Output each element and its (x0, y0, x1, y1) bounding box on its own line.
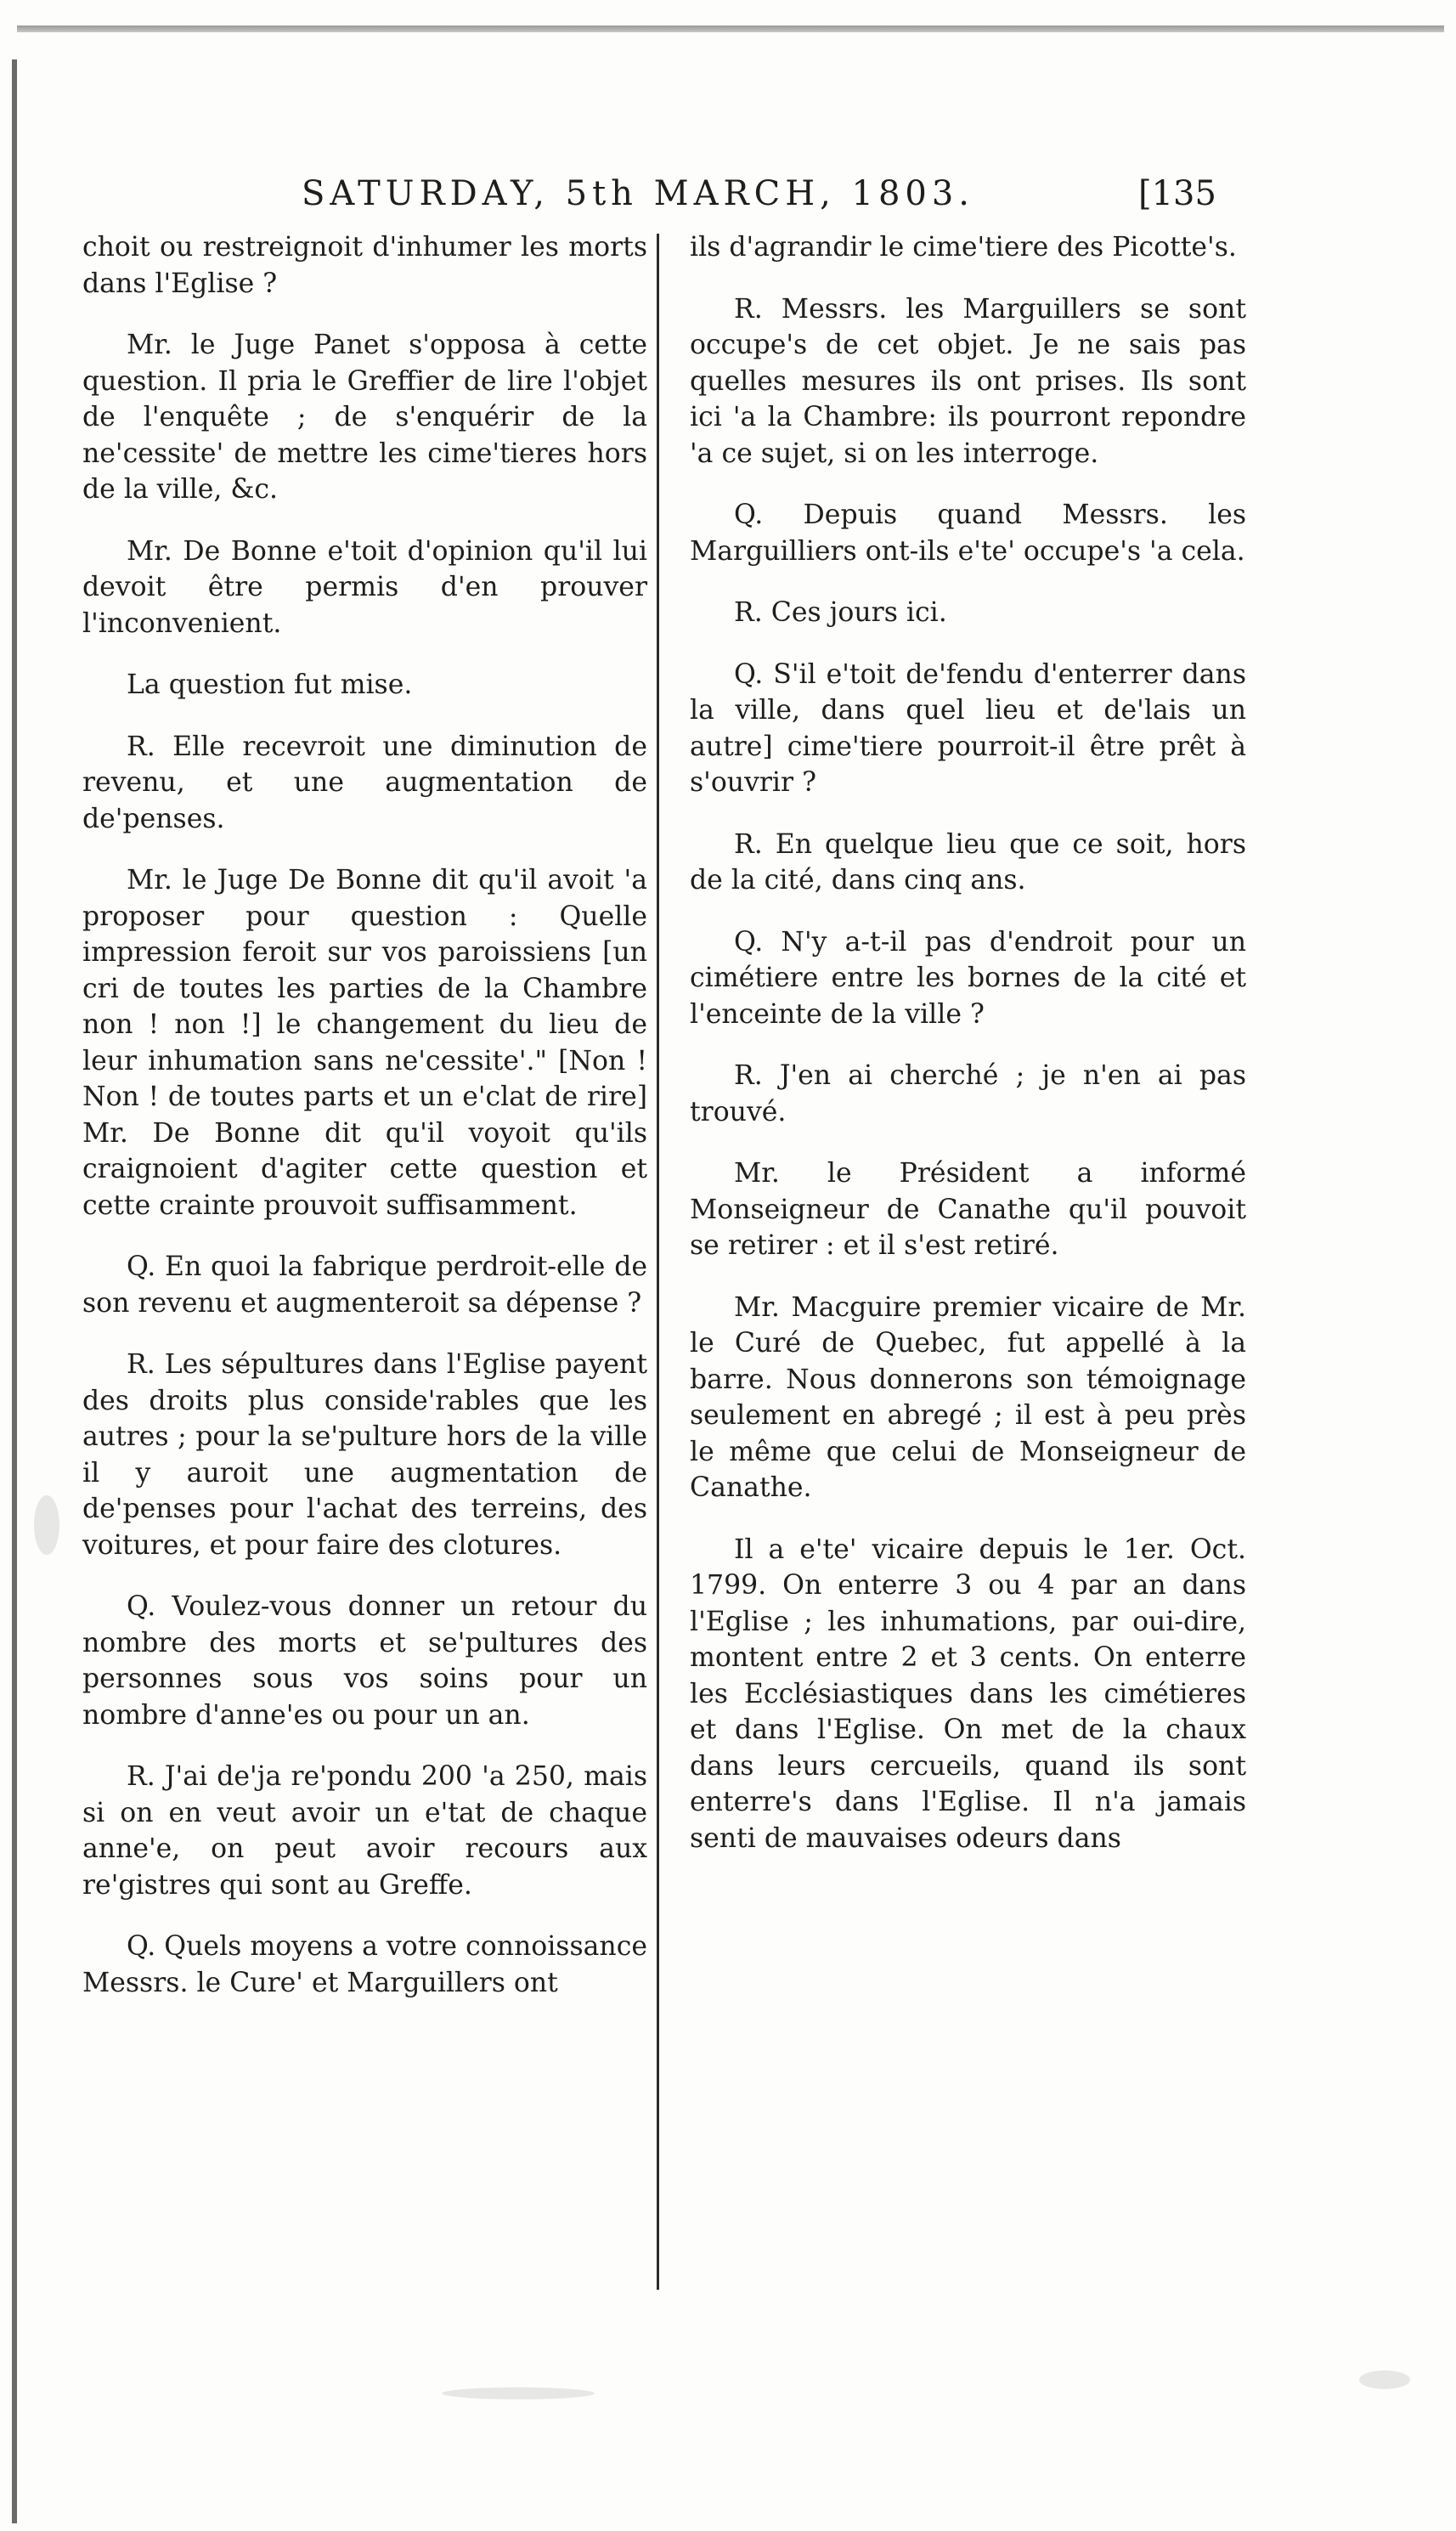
page-left-edge (12, 59, 17, 2523)
paragraph: R. J'ai de'ja re'pondu 200 'a 250, mais si on en veut avoir un e'tat de chaque anne'e, on peut avoir recours aux re'gistres qui sont au Greffe. (82, 1761, 647, 1901)
paragraph: Mr. le Président a informé Monseigneur de Canathe qu'il pouvoit se retirer : et il s'est retiré. (690, 1158, 1246, 1261)
paragraph: Q. Depuis quand Messrs. les Marguilliers ont-ils e'te' occupe's 'a cela. (690, 500, 1246, 567)
paragraph: Mr. Macguire premier vicaire de Mr. le Curé de Quebec, fut appellé à la barre. Nous donnerons son témoignage seulement en abregé ; il est à peu près le même que celui de Monseigneur de Canathe. (690, 1291, 1246, 1503)
paragraph: Q. En quoi la fabrique perdroit-elle de son revenu et augmenteroit sa dépense ? (82, 1251, 647, 1319)
ink-smudge (34, 1495, 59, 1555)
paragraph: ils d'agrandir le cime'tiere des Picotte's. (690, 232, 1237, 263)
paragraph: Mr. le Juge Panet s'opposa à cette question. Il pria le Greffier de lire l'objet de l'enquête ; de s'enquérir de la ne'cessite' de mettre les cime'tieres hors de la ville, &c. (82, 330, 647, 505)
header-date-title: SATURDAY, 5th MARCH, 1803. (302, 174, 975, 213)
right-column (690, 229, 1246, 1882)
page-number: [135 (1138, 174, 1216, 213)
paragraph: choit ou restreignoit d'inhumer les morts dans l'Eglise ? (82, 232, 647, 299)
ink-smudge (442, 2387, 595, 2399)
page-top-edge (17, 25, 1444, 32)
paragraph: Q. Voulez-vous donner un retour du nombre des morts et se'pultures des personnes sous vos soins pour un nombre d'anne'es ou pour un an. (82, 1591, 647, 1731)
paragraph: R. En quelque lieu que ce soit, hors de la cité, dans cinq ans. (690, 828, 1246, 895)
paragraph: R. J'en ai cherché ; je n'en ai pas trouvé. (690, 1060, 1246, 1127)
ink-smudge (1359, 2370, 1410, 2389)
paragraph: Mr. le Juge De Bonne dit qu'il avoit 'a proposer pour question : Quelle impression feroit sur vos paroissiens [un cri de toutes les parties de la Chambre non ! non !] le changement du lieu de leur inhumation sans ne'cessite'." [Non ! Non ! de toutes parts et un e'clat de rire] Mr. De Bonne dit qu'il voyoit qu'ils craignoient d'agiter cette question et cette crainte prouvoit suffisamment. (82, 865, 647, 1221)
paragraph: Q. S'il e'toit de'fendu d'enterrer dans la ville, dans quel lieu et de'lais un autre] cime'tiere pourroit-il être prêt à s'ouvrir ? (690, 658, 1246, 798)
paragraph: R. Messrs. les Marguillers se sont occupe's de cet objet. Je ne sais pas quelles mesures ils ont prises. Ils sont ici 'a la Chambre: ils pourront repondre 'a ce sujet, si on les interroge. (690, 293, 1246, 469)
paragraph: R. Elle recevroit une diminution de revenu, et une augmentation de de'penses. (82, 731, 647, 834)
paragraph: La question fut mise. (127, 669, 413, 700)
paragraph: Q. N'y a-t-il pas d'endroit pour un cimétiere entre les bornes de la cité et l'enceinte de la ville ? (690, 926, 1246, 1030)
paragraph: Q. Quels moyens a votre connoissance Messrs. le Cure' et Marguillers ont (82, 1931, 647, 1998)
paragraph: Mr. De Bonne e'toit d'opinion qu'il lui devoit être permis d'en prouver l'inconvenient. (82, 535, 647, 639)
column-divider (657, 234, 659, 2290)
paragraph: Il a e'te' vicaire depuis le 1er. Oct. 1799. On enterre 3 ou 4 par an dans l'Eglise ; les inhumations, par oui-dire, montent entre 2 et 3 cents. On enterre les Ecclésiastiques dans les cimétieres et dans l'Eglise. On met de la chaux dans leurs cercueils, quand ils sont enterre's dans l'Eglise. Il n'a jamais senti de mauvaises odeurs dans (690, 1534, 1246, 1854)
paragraph: R. Ces jours ici. (734, 597, 947, 628)
paragraph: R. Les sépultures dans l'Eglise payent des droits plus conside'rables que les autres ; pour la se'pulture hors de la ville il y auroit une augmentation de de'penses pour l'achat des terreins, des voitures, et pour faire des clotures. (82, 1349, 647, 1561)
left-column (82, 229, 647, 2026)
running-header (0, 174, 1456, 234)
